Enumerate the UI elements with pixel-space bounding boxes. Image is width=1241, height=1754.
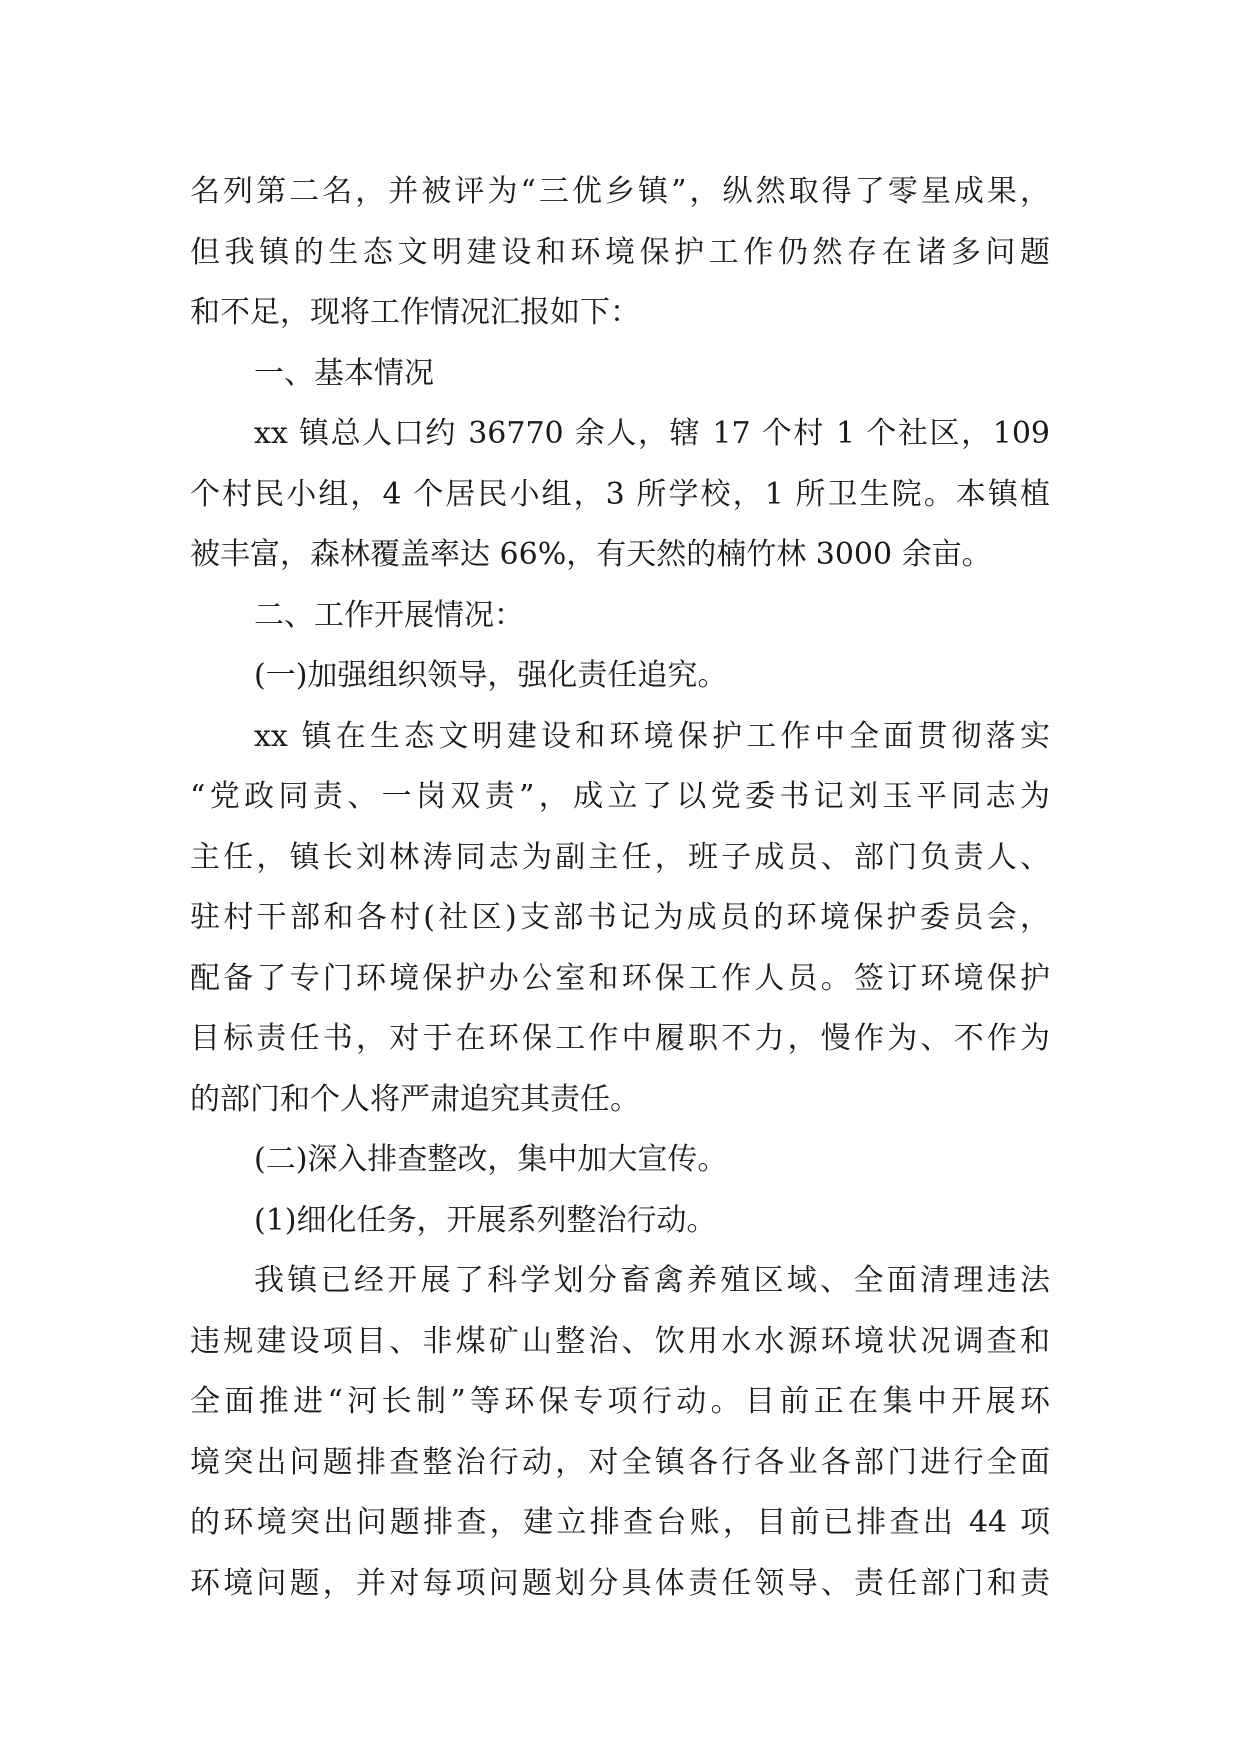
document-body	[190, 162, 1050, 1614]
body-line: 个村民小组，4 个居民小组，3 所学校，1 所卫生院。本镇植	[190, 476, 1050, 512]
body-line: “党政同责、一岗双责”，成立了以党委书记刘玉平同志为	[190, 779, 1050, 814]
body-line: 驻村干部和各村(社区)支部书记为成员的环境保护委员会，	[190, 900, 1050, 935]
body-line: 境突出问题排查整治行动，对全镇各行各业各部门进行全面	[190, 1444, 1050, 1480]
body-line: 违规建设项目、非煤矿山整治、饮用水水源环境状况调查和	[190, 1323, 1050, 1359]
body-line: 的环境突出问题排查，建立排查台账，目前已排查出 44 项	[190, 1505, 1050, 1540]
body-line: 和不足，现将工作情况汇报如下：	[190, 295, 640, 330]
body-line: 配备了专门环境保护办公室和环保工作人员。签订环境保护	[190, 960, 1050, 996]
subsection-heading: (二)深入排查整改，集中加大宣传。	[254, 1142, 728, 1177]
body-line: 主任，镇长刘林涛同志为副主任，班子成员、部门负责人、	[190, 839, 1050, 875]
body-line: xx 镇在生态文明建设和环境保护工作中全面贯彻落实	[254, 718, 1050, 754]
section-heading: 二、工作开展情况：	[254, 597, 524, 633]
body-line: 环境问题，并对每项问题划分具体责任领导、责任部门和责	[190, 1565, 1050, 1601]
body-line: 但我镇的生态文明建设和环境保护工作仍然存在诸多问题	[190, 234, 1050, 270]
subsection-heading: (1)细化任务，开展系列整治行动。	[254, 1202, 717, 1238]
body-line: 目标责任书，对于在环保工作中履职不力，慢作为、不作为	[190, 1021, 1050, 1056]
body-line: 我镇已经开展了科学划分畜禽养殖区域、全面清理违法	[254, 1263, 1050, 1298]
subsection-heading: (一)加强组织领导，强化责任追究。	[254, 658, 728, 693]
body-line: 名列第二名，并被评为“三优乡镇”，纵然取得了零星成果，	[190, 174, 1050, 209]
body-line: xx 镇总人口约 36770 余人，辖 17 个村 1 个社区，109	[254, 416, 1050, 451]
body-line: 全面推进“河长制”等环保专项行动。目前正在集中开展环	[190, 1384, 1050, 1419]
body-line: 的部门和个人将严肃追究其责任。	[190, 1081, 640, 1117]
section-heading: 一、基本情况	[254, 355, 434, 391]
body-line: 被丰富，森林覆盖率达 66%，有天然的楠竹林 3000 余亩。	[190, 537, 992, 572]
